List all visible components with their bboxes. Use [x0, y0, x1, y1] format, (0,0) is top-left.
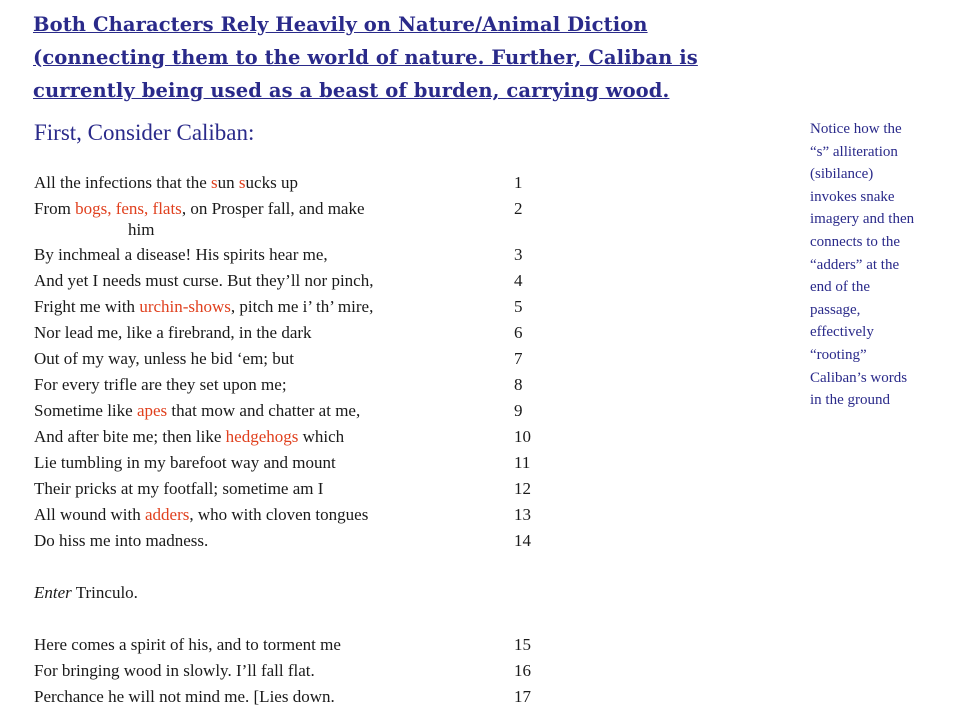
- highlight-word: bogs, fens, flats: [75, 199, 182, 218]
- poem-line: And after bite me; then like hedgehogs which 10: [34, 424, 574, 450]
- poem-line: For every trifle are they set upon me; 8: [34, 372, 574, 398]
- line-number: 10: [514, 427, 531, 446]
- poem-line: Fright me with urchin-shows, pitch me i’ th’ mire, 5: [34, 294, 574, 320]
- line-number: 5: [514, 297, 523, 316]
- line-number: 17: [514, 687, 531, 706]
- line-number: 15: [514, 635, 531, 654]
- slide-subtitle: First, Consider Caliban:: [34, 120, 255, 145]
- poem-passage: [34, 170, 574, 710]
- poem-line: Perchance he will not mind me. [Lies down. 17: [34, 684, 574, 710]
- poem-line: Their pricks at my footfall; sometime am I 12: [34, 476, 574, 502]
- line-number: 11: [514, 453, 531, 472]
- highlight-word: urchin-shows: [139, 297, 231, 316]
- line-number: 4: [514, 271, 523, 290]
- poem-line: Nor lead me, like a firebrand, in the dark 6: [34, 320, 574, 346]
- line-number: 7: [514, 349, 523, 368]
- poem-line: For bringing wood in slowly. I’ll fall flat. 16: [34, 658, 574, 684]
- slide-title: Both Characters Rely Heavily on Nature/Animal Diction (connecting them to the world of nature. Further, Caliban is currently being used as a beast of burden, carrying wood.: [33, 13, 698, 102]
- line-number: 14: [514, 531, 531, 550]
- line-number: 6: [514, 323, 523, 342]
- poem-line: And yet I needs must curse. But they’ll nor pinch, 4: [34, 268, 574, 294]
- poem-line: Out of my way, unless he bid ‘em; but 7: [34, 346, 574, 372]
- poem-line: All wound with adders, who with cloven tongues 13: [34, 502, 574, 528]
- line-number: 3: [514, 245, 523, 264]
- line-number: 12: [514, 479, 531, 498]
- line-number: 2: [514, 199, 523, 218]
- poem-line: Do hiss me into madness. 14: [34, 528, 574, 554]
- line-number: 8: [514, 375, 523, 394]
- highlight-word: apes: [136, 401, 168, 420]
- highlight-word: s: [211, 173, 218, 192]
- line-continuation: him: [128, 220, 155, 239]
- poem-line: All the infections that the sun sucks up 1: [34, 170, 574, 196]
- highlight-word: s: [238, 173, 246, 192]
- line-number: 13: [514, 505, 531, 524]
- line-number: 1: [514, 173, 523, 192]
- line-number: 16: [514, 661, 531, 680]
- highlight-word: hedgehogs: [225, 427, 299, 446]
- poem-line: From bogs, fens, flats, on Prosper fall, and make him 2: [34, 196, 574, 242]
- stage-direction: Enter Trinculo.: [34, 583, 138, 602]
- highlight-word: adders: [144, 505, 190, 524]
- side-note: Notice how the “s” alliteration (sibilance) invokes snake imagery and then connects to the “adders” at the end of the passage, effectively “rooting” Caliban’s words in the ground: [810, 121, 915, 409]
- poem-line: Sometime like apes that mow and chatter at me, 9: [34, 398, 574, 424]
- poem-line: By inchmeal a disease! His spirits hear me, 3: [34, 242, 574, 268]
- poem-line: Here comes a spirit of his, and to torment me 15: [34, 632, 574, 658]
- poem-line: Lie tumbling in my barefoot way and mount 11: [34, 450, 574, 476]
- line-number: 9: [514, 401, 523, 420]
